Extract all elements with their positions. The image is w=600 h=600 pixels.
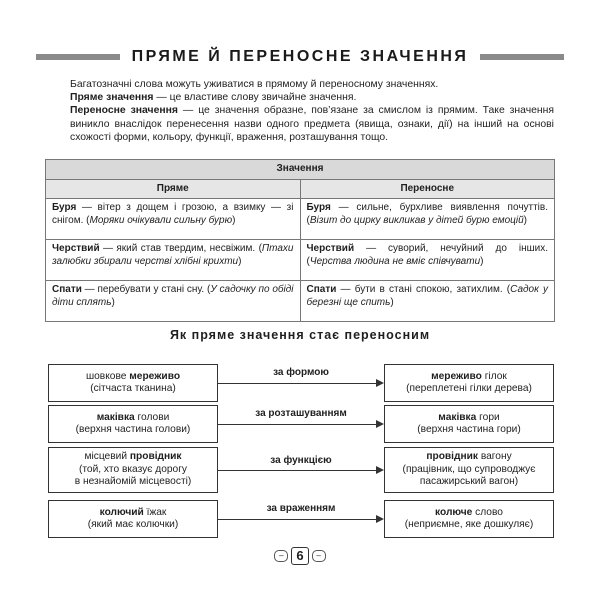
transfer-basis-label: за розташуванням — [255, 408, 347, 419]
cell-bracket: ) — [111, 296, 115, 308]
cell-bracket: ) — [480, 255, 484, 267]
arrow-right-icon — [376, 466, 384, 474]
arrow-right-icon — [376, 379, 384, 387]
table-cell-figurative — [300, 199, 555, 240]
box-line — [431, 371, 507, 384]
arrow-right-icon — [376, 515, 384, 523]
cell-definition: — перебувати у стані сну. ( — [81, 284, 211, 295]
term-figurative-definition: — це значення образне, пов’язане за смислом із прямим. Таке значення виникло внаслідок перенесення назви одного предмета (явища, ознаки, дії) на інший на основі схожості форми, кольору, функції, враження, розташування тощо. — [70, 105, 555, 143]
box-line — [426, 451, 511, 464]
box-text: місцевий — [84, 451, 130, 463]
intro-text — [70, 78, 554, 144]
arrow-line — [218, 424, 378, 425]
figurative-meaning-box — [384, 364, 554, 402]
cell-definition: — суворий, нечуйний до інших. ( — [306, 243, 548, 267]
box-text: голови — [134, 411, 170, 423]
cell-bracket: ) — [523, 214, 527, 226]
arrow-line — [218, 519, 378, 520]
intro-paragraph-1: Багатозначні слова можуть уживатися в прямому й переносному значеннях. — [70, 79, 439, 90]
arrow-line — [218, 470, 378, 471]
box-line — [86, 371, 180, 384]
table-row — [46, 199, 555, 240]
box-line — [100, 507, 167, 520]
transform-row — [48, 364, 554, 404]
table-cell-figurative — [300, 281, 555, 322]
cell-bracket: ) — [232, 214, 236, 226]
box-gloss: (який має колючки) — [87, 519, 179, 530]
transform-row — [48, 405, 554, 445]
table-header: Значення — [46, 160, 555, 180]
intro-paragraph-3 — [70, 104, 554, 144]
cell-term: Буря — [306, 202, 331, 213]
cell-term: Спати — [306, 284, 337, 295]
box-line — [84, 451, 181, 464]
table-cell-figurative — [300, 240, 555, 281]
box-gloss: (працівник, що супроводжує — [402, 463, 536, 475]
box-term: колюче — [435, 506, 473, 518]
box-term: колючий — [99, 506, 144, 518]
table-row — [46, 281, 555, 322]
page-number — [0, 547, 600, 565]
direct-meaning-box — [48, 364, 218, 402]
figurative-meaning-box — [384, 500, 554, 538]
transfer-basis-label: за враженням — [266, 503, 336, 514]
title-bar-right — [480, 54, 564, 60]
page-title: ПРЯМЕ Й ПЕРЕНОСНЕ ЗНАЧЕННЯ — [131, 48, 469, 65]
term-figurative: Переносне значення — [70, 105, 178, 117]
box-gloss: (неприємне, яке дошкуляє) — [404, 519, 534, 530]
cell-term: Черствий — [52, 243, 100, 254]
cell-example: Моряки очікували сильну бурю — [89, 214, 233, 226]
box-term: провідник — [426, 451, 478, 463]
table-cell-direct — [46, 240, 301, 281]
title-bar-left — [36, 54, 120, 60]
cell-definition: — сильне, бурхливе виявлення почуттів. ( — [306, 202, 548, 226]
box-line — [438, 412, 499, 425]
transfer-basis-label: за формою — [273, 367, 329, 378]
box-line — [97, 412, 170, 425]
box-gloss: (переплетені гілки дерева) — [406, 383, 532, 394]
box-gloss: (сітчаста тканина) — [90, 383, 176, 394]
box-term: мереживо — [431, 370, 482, 382]
box-term: маківка — [438, 411, 477, 423]
box-gloss: (верхня частина гори) — [417, 424, 521, 435]
figurative-meaning-box — [384, 405, 554, 443]
cell-example: Черства людина не вміє співчувати — [309, 255, 481, 267]
box-text: вагону — [478, 451, 512, 463]
box-gloss: пасажирський вагон) — [419, 476, 519, 488]
transform-row — [48, 447, 554, 495]
column-header-direct: Пряме — [46, 179, 301, 199]
cell-bracket: ) — [238, 255, 242, 267]
box-text: гілок — [481, 370, 507, 382]
box-gloss: (верхня частина голови) — [75, 424, 191, 435]
cell-definition: — вітер з дощем і грозою, а взимку — зі снігом. ( — [52, 202, 294, 226]
box-text: шовкове — [85, 370, 130, 382]
box-gloss: в незнайомій місцевості) — [74, 476, 192, 488]
cell-bracket: ) — [390, 296, 394, 308]
term-direct: Пряме значення — [70, 92, 154, 104]
cell-term: Черствий — [306, 243, 355, 254]
box-gloss: (той, хто вказує дорогу — [78, 463, 188, 475]
meanings-table — [45, 159, 555, 322]
page-number-value: 6 — [291, 547, 308, 565]
box-text: їжак — [143, 506, 167, 518]
arrow-line — [218, 383, 378, 384]
table-cell-direct — [46, 199, 301, 240]
cell-definition: — бути в стані спокою, затихлим. ( — [336, 284, 511, 295]
box-text: слово — [472, 506, 503, 518]
box-term: провідник — [129, 451, 182, 463]
page-ornament-right-icon: – — [312, 550, 326, 562]
intro-paragraph-2 — [70, 91, 554, 104]
cell-term: Спати — [52, 284, 82, 295]
page-title-row — [36, 46, 564, 68]
cell-example: Птахи залюбки збирали черстві хлібні крихти — [52, 243, 294, 267]
section-subtitle: Як пряме значення стає переносним — [169, 328, 431, 342]
transform-row — [48, 500, 554, 540]
box-text: гори — [476, 411, 500, 423]
cell-example: У садочку по обіді діти сплять — [52, 284, 294, 308]
direct-meaning-box — [48, 447, 218, 493]
transfer-basis-label: за функцією — [270, 455, 332, 466]
arrow-right-icon — [376, 420, 384, 428]
direct-meaning-box — [48, 500, 218, 538]
column-header-figurative: Переносне — [300, 179, 555, 199]
direct-meaning-box — [48, 405, 218, 443]
box-term: мереживо — [129, 370, 181, 382]
figurative-meaning-box — [384, 447, 554, 493]
table-row — [46, 240, 555, 281]
cell-example: Садок у березні ще спить — [306, 284, 548, 308]
table-cell-direct — [46, 281, 301, 322]
box-term: маківка — [96, 411, 135, 423]
box-line — [435, 507, 503, 520]
page-ornament-left-icon: – — [274, 550, 288, 562]
cell-term: Буря — [52, 202, 77, 213]
cell-example: Візит до цирку викликав у дітей бурю емоцій — [309, 214, 524, 226]
cell-definition: — який став твердим, несвіжим. ( — [99, 243, 262, 254]
term-direct-definition: — це властиве слову звичайне значення. — [153, 92, 357, 104]
